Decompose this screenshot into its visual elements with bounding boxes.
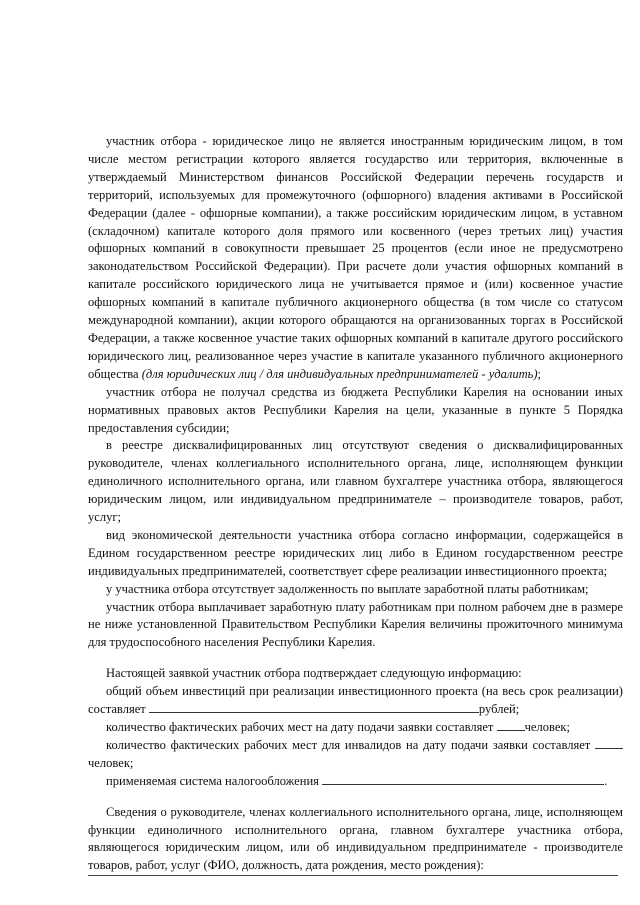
jobs-blank[interactable] [497, 719, 525, 731]
paragraph-salary-debt: у участника отбора отсутствует задолженность по выплате заработной платы работникам; [106, 581, 589, 596]
tax-blank[interactable] [322, 773, 604, 785]
investment-blank[interactable] [149, 701, 479, 713]
offshore-end: ; [537, 366, 542, 381]
paragraph-salary-level: участник отбора выплачивает заработную плату работникам при полном рабочем дне в размере не ниже установленной Правительством Республики Карелия величины прожиточного минимума для трудоспособного населения Республики Карелия. [88, 599, 623, 650]
paragraph-investment: общий объем инвестиций при реализации инвестиционного проекта (на весь срок реализации) составляет рублей; [88, 684, 623, 717]
offshore-text: участник отбора - юридическое лицо не является иностранным юридическим лицом, в том числе местом регистрации которого является государство или территория, включенные в утверждаемый Министерством финансов Российской Федерации перечень государств и территорий, используемых для промежуточного (офшорного) владения активами в Российской Федерации (далее - офшорные компании), а также российским юридическим лицом, в уставном (складочном) капитале которого доля прямого или косвенного (через третьих лиц) участия офшорных компаний в совокупности превышает 25 процентов (если иное не предусмотрено законодательством Российской Федерации). При расчете доли участия офшорных компаний в капитале российского юридического лица не учитывается прямое и (или) косвенное участие офшорных компаний в капитале публичного акционерного общества (в том числе со статусом международной компании), акции которого обращаются на организованных торгах в Российской Федерации, а также косвенное участие таких офшорных компаний в капитале другого российского юридического лиц, реализованное через участие в капитале указанного публичного акционерного общества [88, 134, 623, 381]
paragraph-jobs: количество фактических рабочих мест на дату подачи заявки составляет человек; [106, 720, 570, 734]
document-body [88, 133, 623, 875]
paragraph-tax: применяемая система налогообложения . [106, 773, 608, 788]
paragraph-jobs-disabled: количество фактических рабочих мест для инвалидов на дату подачи заявки составляет человек; [88, 737, 623, 773]
paragraph-disqualified: в реестре дисквалифицированных лиц отсутствуют сведения о дисквалифицированных руководителе, членах коллегиального исполнительного органа, лице, исполняющем функции единоличного исполнительного органа, или главном бухгалтере участника отбора, являющегося юридическим лицом, или индивидуальном предпринимателе – производителе товаров, работ, услуг; [88, 438, 623, 525]
jobs-disabled-blank[interactable] [595, 737, 623, 749]
answer-line[interactable] [88, 875, 618, 876]
paragraph-confirmation: Настоящей заявкой участник отбора подтверждает следующую информацию: [106, 666, 522, 681]
offshore-italic-note: (для юридических лиц / для индивидуальных предпринимателей - удалить) [141, 366, 538, 381]
paragraph-activity: вид экономической деятельности участника отбора согласно информации, содержащейся в Едином государственном реестре юридических лиц либо в Едином государственном реестре индивидуальных предпринимателей, соответствует сфере реализации инвестиционного проекта; [88, 527, 623, 578]
paragraph-budget: участник отбора не получал средства из бюджета Республики Карелия на основании иных нормативных правовых актов Республики Карелия на цели, указанные в пункте 5 Порядка предоставления субсидии; [88, 384, 623, 435]
paragraph-management: Сведения о руководителе, членах коллегиального исполнительного органа, лице, исполняющем функции единоличного исполнительного органа, главном бухгалтере участника отбора, являющегося юридическим лицом, или об индивидуальном предпринимателе - производителе товаров, работ, услуг (ФИО, должность, дата рождения, место рождения): [88, 804, 623, 873]
paragraph-offshore [88, 133, 623, 384]
